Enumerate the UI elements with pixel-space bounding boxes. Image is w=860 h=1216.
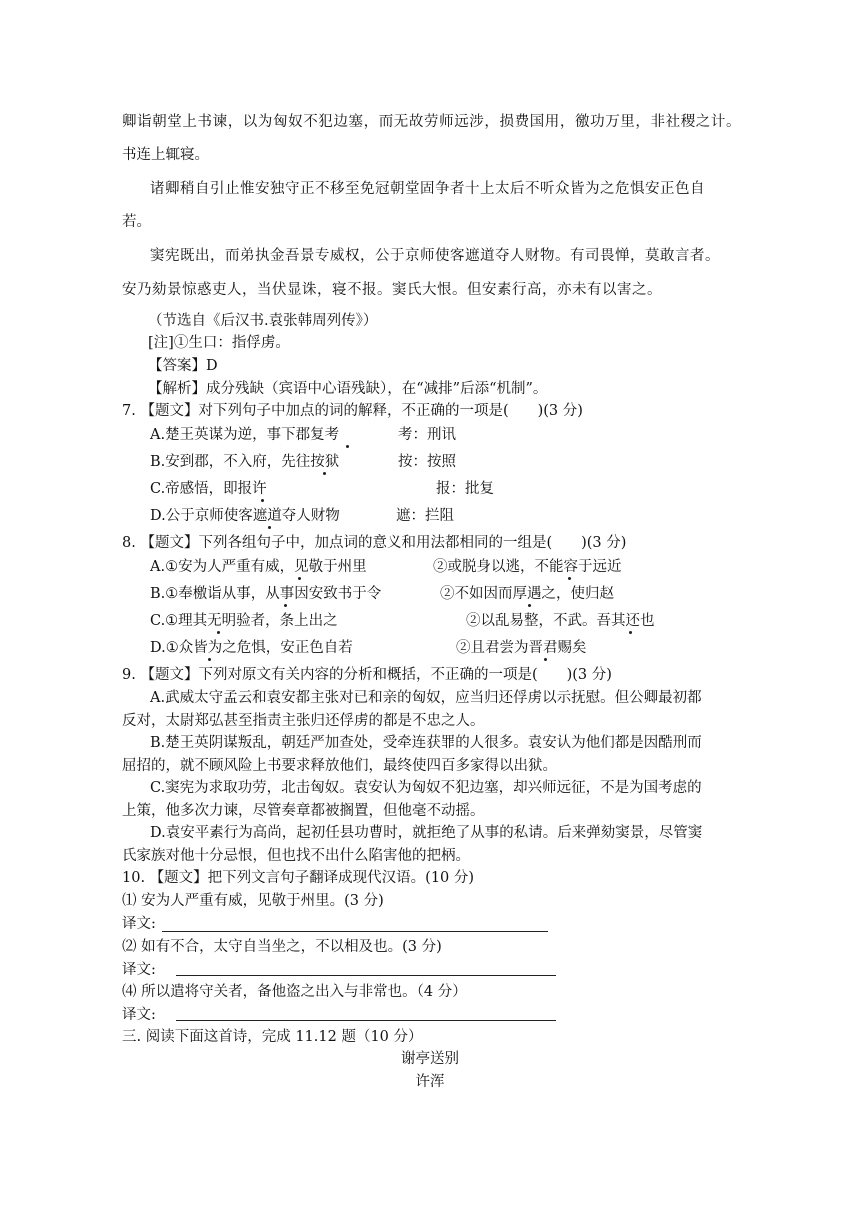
q10-sentence-1: ⑴ 安为人严重有威，见敬于州里。(3 分): [122, 893, 384, 909]
q7-option-c: C.帝感悟，即报许: [150, 481, 267, 497]
q9-option-b-line1: B.楚王英阴谋叛乱，朝廷严加查处，受牵连获罪的人很多。袁安认为他们都是因酷刑而: [150, 735, 702, 751]
passage-p3-line2: 安乃劾景惊惑吏人，当伏显诛，寝不报。窦氏大恨。但安素行高，亦未有以害之。: [122, 282, 662, 298]
q7-option-d: D.公于京师使客遮道夺人财物: [150, 508, 340, 524]
q10-translation-label-3: 译文:: [122, 1007, 156, 1023]
q8-option-b-part1: B.①奉檄诣从事，从事因安致书于令: [150, 586, 382, 602]
emphasis-dot: [261, 499, 264, 502]
q10-translation-label-2: 译文:: [122, 962, 156, 978]
q9-option-d-line2: 氏家族对他十分忌恨，但也找不出什么陷害他的把柄。: [122, 848, 470, 864]
q9-option-a-line1: A.武威太守孟云和袁安都主张对已和亲的匈奴，应当归还俘虏以示抚慰。但公卿最初都: [150, 690, 702, 706]
q10-sentence-2: ⑵ 如有不合，太守自当坐之，不以相及也。(3 分): [122, 939, 442, 955]
q7-option-b: B.安到郡，不入府，先往按狱: [150, 454, 340, 470]
q7-option-d-gloss: 遮：拦阻: [396, 508, 454, 524]
passage-p3-line1: 窦宪既出，而弟执金吾景专威权，公于京师使客遮道夺人财物。有司畏惮，莫敢言者。: [150, 248, 720, 264]
emphasis-dot: [568, 577, 571, 580]
emphasis-dot: [629, 631, 632, 634]
q7-option-a: A.楚王英谋为逆，事下郡复考: [150, 427, 340, 443]
q8-option-d-part2: ②且君尝为晋君赐矣: [456, 640, 587, 656]
emphasis-dot: [268, 526, 271, 529]
answer-label: 【答案】D: [148, 358, 218, 374]
passage-source: （节选自《后汉书.袁张韩周列传》）: [148, 313, 378, 329]
q10-translation-label-1: 译文:: [122, 916, 156, 932]
emphasis-dot: [346, 445, 349, 448]
q10-stem: 10. 【题文】把下列文言句子翻译成现代汉语。(10 分): [122, 870, 475, 886]
q8-stem: 8. 【题文】下列各组句子中，加点词的意义和用法都相同的一组是( )(3 分): [122, 535, 627, 551]
emphasis-dot: [208, 658, 211, 661]
q9-stem: 9. 【题文】下列对原文有关内容的分析和概括，不正确的一项是( )(3 分): [122, 667, 612, 683]
translation-answer-line-3[interactable]: [176, 1020, 556, 1021]
emphasis-dot: [528, 604, 531, 607]
q9-option-c-line2: 上策，他多次力谏，尽管奏章都被搁置，但他毫不动摇。: [122, 803, 485, 819]
q10-sentence-4: ⑷ 所以遣将守关者，备他盗之出入与非常也。（4 分）: [122, 984, 467, 1000]
q9-option-a-line2: 反对，太尉郑弘甚至指责主张归还俘虏的都是不忠之人。: [122, 713, 485, 729]
passage-p2-line1: 诸卿稍自引止惟安独守正不移至免冠朝堂固争者十上太后不听众皆为之危惧安正色自: [150, 181, 705, 197]
passage-p2-line2: 若。: [122, 214, 151, 230]
poem-author: 许浑: [415, 1074, 445, 1090]
q8-option-c-part2: ②以乱易整，不武。吾其还也: [466, 613, 655, 629]
poem-title: 谢亭送别: [401, 1051, 459, 1067]
q7-option-c-gloss: 报：批复: [436, 481, 494, 497]
emphasis-dot: [544, 658, 547, 661]
translation-answer-line-2[interactable]: [176, 975, 556, 976]
translation-answer-line-1[interactable]: [162, 931, 548, 932]
q7-stem: 7. 【题文】对下列句子中加点的词的解释，不正确的一项是( )(3 分): [122, 403, 583, 419]
passage-p1-line1: 卿诣朝堂上书谏，以为匈奴不犯边塞，而无故劳师远涉，损费国用，徼功万里，非社稷之计。: [122, 114, 742, 130]
q8-option-a-part1: A.①安为人严重有威，见敬于州里: [150, 559, 367, 575]
q7-option-a-gloss: 考：刑讯: [398, 427, 456, 443]
q9-option-b-line2: 屈招的，就不顾风险上书要求释放他们，最终使四百多家得以出狱。: [122, 758, 557, 774]
emphasis-dot: [298, 577, 301, 580]
section3-heading: 三. 阅读下面这首诗，完成 11.12 题（10 分）: [122, 1029, 423, 1045]
q8-option-d-part1: D.①众皆为之危惧，安正色自若: [150, 640, 353, 656]
q8-option-c-part1: C.①理其无明验者，条上出之: [150, 613, 338, 629]
analysis-text: 【解析】成分残缺（宾语中心语残缺），在“减排”后添“机制”。: [148, 381, 548, 397]
passage-note: [注]①生口：指俘虏。: [148, 335, 290, 351]
q7-option-b-gloss: 按：按照: [398, 454, 456, 470]
q9-option-c-line1: C.窦宪为求取功劳，北击匈奴。袁安认为匈奴不犯边塞，却兴师远征，不是为国考虑的: [150, 780, 702, 796]
q8-option-a-part2: ②或脱身以逃，不能容于远近: [433, 559, 622, 575]
passage-p1-line2: 书连上辄寝。: [122, 147, 209, 163]
emphasis-dot: [323, 472, 326, 475]
emphasis-dot: [217, 631, 220, 634]
q8-option-b-part2: ②不如因而厚遇之，使归赵: [440, 586, 614, 602]
emphasis-dot: [284, 604, 287, 607]
q9-option-d-line1: D.袁安平素行为高尚，起初任县功曹时，就拒绝了从事的私请。后来弹劾窦景，尽管窦: [150, 825, 703, 841]
